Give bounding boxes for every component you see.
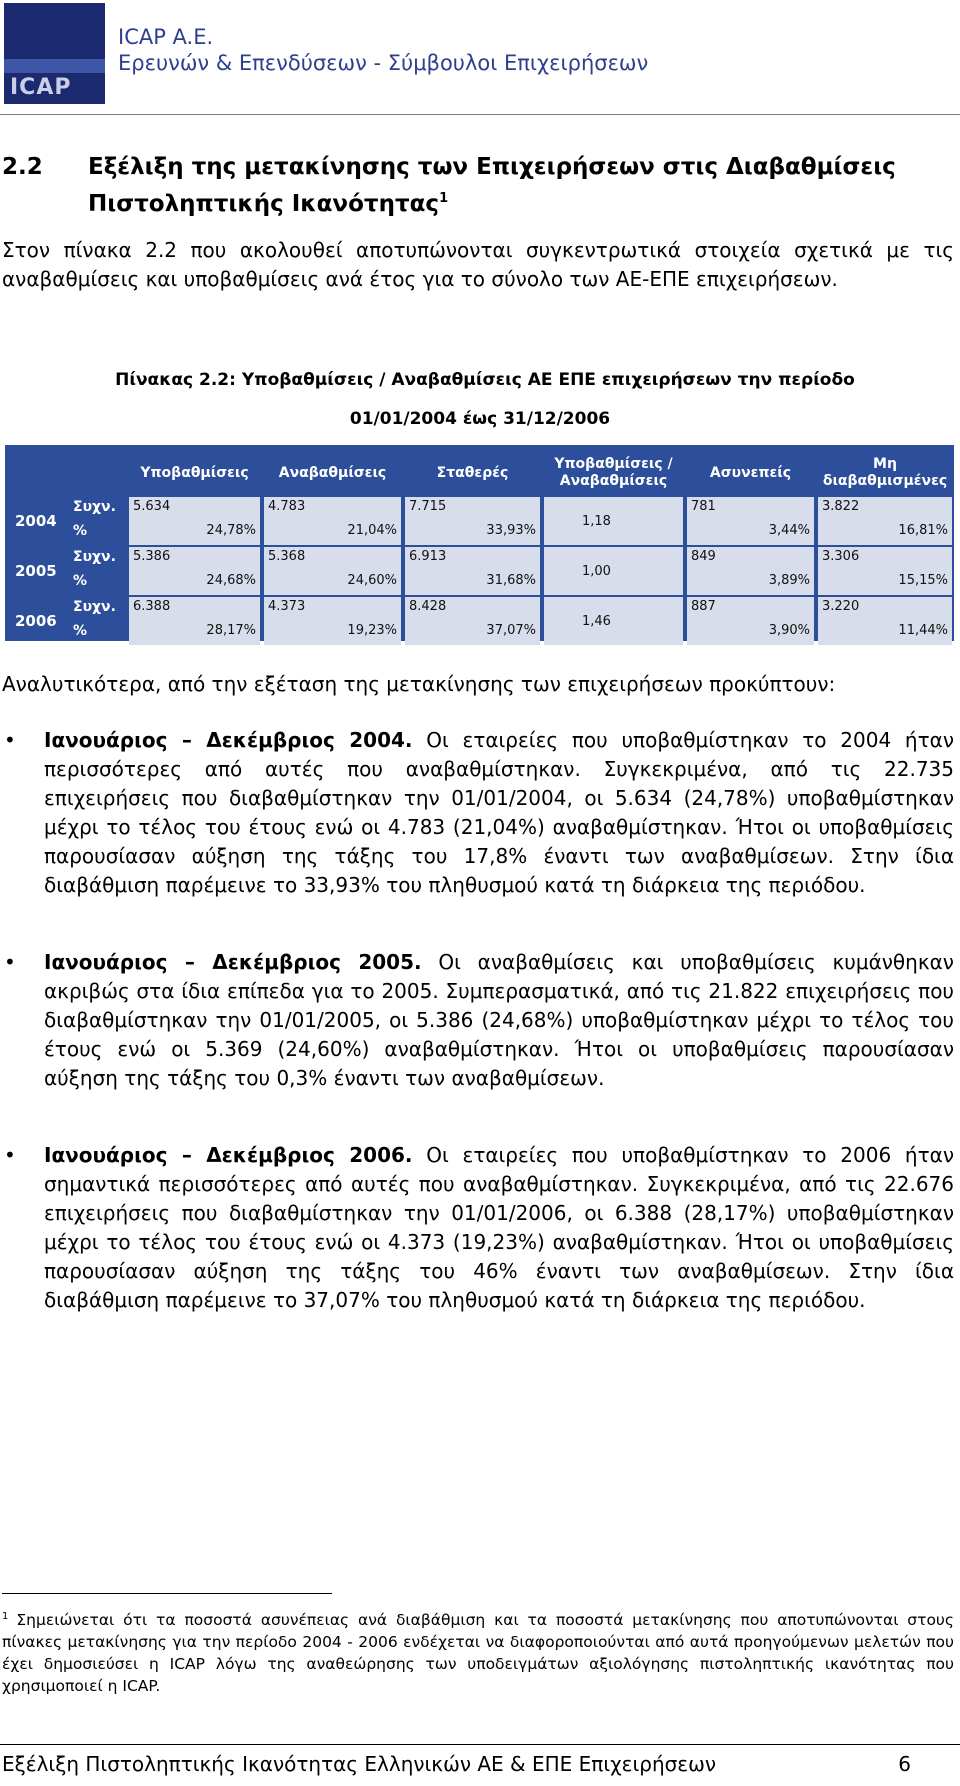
ratio-value: 1,46 (582, 614, 611, 629)
section-heading (2, 152, 896, 220)
table-cell (264, 497, 401, 545)
count-value: 3.822 (822, 499, 860, 514)
footnote (2, 1606, 954, 1697)
table-cell (687, 497, 814, 545)
footer-title: Εξέλιξη Πιστοληπτικής Ικανότητας Ελληνικών ΑΕ & ΕΠΕ Επιχειρήσεων (2, 1752, 717, 1776)
table-cell (264, 547, 401, 595)
migration-table (5, 445, 954, 641)
pct-value: 37,07% (486, 623, 536, 638)
pct-value: 3,44% (768, 523, 810, 538)
pct-value: 28,17% (206, 623, 256, 638)
row-label-freq: Συχν. (73, 549, 116, 565)
page-header (0, 0, 960, 108)
count-value: 5.368 (268, 549, 306, 564)
company-name: ICAP A.E. (118, 25, 214, 49)
row-year: 2005 (15, 562, 57, 580)
intro-paragraph: Στον πίνακα 2.2 που ακολουθεί αποτυπώνονται συγκεντρωτικά στοιχεία σχετικά με τις αναβαθμίσεις και υποβαθμίσεις ανά έτος για το σύνολο των ΑΕ-ΕΠΕ επιχειρήσεων. (2, 238, 954, 291)
column-header: Υποβαθμίσεις /Αναβαθμίσεις (554, 456, 673, 489)
pct-value: 33,93% (486, 523, 536, 538)
table-cell (129, 547, 260, 595)
bullet-text: Οι εταιρείες που υποβαθμίστηκαν το 2006 ήταν σημαντικά περισσότερες από αυτές που αναβαθμίστηκαν. Συγκεκριμένα, από τις 22.676 επιχειρήσεις που διαβαθμίστηκαν την 01/01/2006, οι 6.388 (28,17%) υποβαθμίστηκαν μέχρι το τέλος του έτους ενώ οι 4.373 (19,23%) αναβαθμίστηκαν. Ήτοι οι υποβαθμίσεις παρουσίασαν αύξηση της τάξης του 46% έναντι των αναβαθμίσεων. Στην ίδια διαβάθμιση παρέμεινε το 37,07% του πληθυσμού κατά τη διάρκεια της περιόδου. (44, 1143, 955, 1312)
footer-divider (0, 1744, 960, 1745)
icap-logo (4, 3, 105, 104)
bullet-2006 (0, 1141, 954, 1315)
count-value: 849 (691, 549, 716, 564)
count-value: 781 (691, 499, 716, 514)
bullet-text: Οι εταιρείες που υποβαθμίστηκαν το 2004 ήταν περισσότερες από αυτές που αναβαθμίστηκαν. Συγκεκριμένα, από τις 22.735 επιχειρήσεις που διαβαθμίστηκαν την 01/01/2004, οι 5.634 (24,78%) υποβαθμίστηκαν μέχρι το τέλος του έτους ενώ οι 4.783 (21,04%) αναβαθμίστηκαν. Ήτοι οι υποβαθμίσεις παρουσίασαν αύξηση της τάξης του 17,8% έναντι των αναβαθμίσεων. Στην ίδια διαβάθμιση παρέμεινε το 33,93% του πληθυσμού κατά τη διάρκεια της περιόδου. (44, 728, 955, 897)
bullet-marker: • (4, 950, 16, 974)
company-subtitle: Ερευνών & Επενδύσεων - Σύμβουλοι Επιχειρήσεων (118, 51, 649, 75)
page-number: 6 (898, 1752, 911, 1776)
footnote-divider (2, 1593, 332, 1594)
section-title-line2: Πιστοληπτικής Ικανότητας (88, 191, 440, 217)
company-block (118, 24, 648, 76)
ratio-value: 1,18 (582, 514, 611, 529)
row-label-pct: % (73, 573, 88, 589)
count-value: 8.428 (409, 599, 447, 614)
column-header: Μη διαβαθμισμένες (822, 456, 948, 489)
footnote-ref: 1 (439, 191, 449, 206)
table-cell (687, 547, 814, 595)
pct-value: 15,15% (898, 573, 948, 588)
bullet-2004 (0, 726, 954, 900)
footnote-text: Σημειώνεται ότι τα ποσοστά ασυνέπειας ανά διαβάθμιση και τα ποσοστά μετακίνησης που αποτυπώνονται στους πίνακες μετακίνησης για την περίοδο 2004 - 2006 ενδέχεται να διαφοροποιούνται από αυτά προηγούμενων μελετών που έχει δημοσιεύσει η ICAP λόγω της αναθεώρησης των υποδειγμάτων αξιολόγησης πιστοληπτικής ικανότητας που χρησιμοποιεί η ICAP. (2, 1611, 954, 1695)
pct-value: 16,81% (898, 523, 948, 538)
row-label-freq: Συχν. (73, 499, 116, 515)
pct-value: 3,90% (768, 623, 810, 638)
bullet-2005 (0, 948, 954, 1093)
table-cell (544, 547, 683, 595)
section-title-line1: Εξέλιξη της μετακίνησης των Επιχειρήσεων στις Διαβαθμίσεις (88, 154, 896, 180)
table-cell (129, 597, 260, 645)
column-header: Υποβαθμίσεις (140, 464, 249, 481)
table-cell (818, 497, 952, 545)
table-cell (544, 497, 683, 545)
table-cell (264, 597, 401, 645)
bullet-heading: Ιανουάριος – Δεκέμβριος 2004. (44, 728, 413, 752)
bullet-heading: Ιανουάριος – Δεκέμβριος 2005. (44, 950, 422, 974)
row-label-freq: Συχν. (73, 599, 116, 615)
table-cell (818, 547, 952, 595)
pct-value: 31,68% (486, 573, 536, 588)
row-label-pct: % (73, 523, 88, 539)
count-value: 5.386 (133, 549, 171, 564)
header-divider (0, 114, 960, 115)
bullet-text: Οι αναβαθμίσεις και υποβαθμίσεις κυμάνθηκαν ακριβώς στα ίδια επίπεδα για το 2005. Συμπερασματικά, από τις 21.822 επιχειρήσεις που διαβαθμίστηκαν την 01/01/2005, οι 5.386 (24,68%) υποβαθμίστηκαν μέχρι το τέλος του έτους ενώ οι 5.369 (24,60%) αναβαθμίστηκαν. Ήτοι οι υποβαθμίσεις παρουσίασαν αύξηση της τάξης του 0,3% έναντι των αναβαθμίσεων. (44, 950, 954, 1090)
pct-value: 21,04% (347, 523, 397, 538)
count-value: 5.634 (133, 499, 171, 514)
count-value: 6.388 (133, 599, 171, 614)
table-cell (405, 597, 540, 645)
pct-value: 24,78% (206, 523, 256, 538)
table-cell (544, 597, 683, 645)
table-caption-line2: 01/01/2004 έως 31/12/2006 (349, 409, 611, 429)
pct-value: 24,68% (206, 573, 256, 588)
row-label-pct: % (73, 623, 88, 639)
count-value: 4.373 (268, 599, 306, 614)
pct-value: 19,23% (347, 623, 397, 638)
logo-band (4, 59, 105, 73)
table-cell (405, 497, 540, 545)
column-header: Σταθερές (436, 464, 509, 481)
table-caption-line1: Πίνακας 2.2: Υποβαθμίσεις / Αναβαθμίσεις ΑΕ ΕΠΕ επιχειρήσεων την περίοδο (115, 370, 855, 390)
row-year: 2004 (15, 512, 57, 530)
count-value: 6.913 (409, 549, 447, 564)
table-cell (405, 547, 540, 595)
pct-value: 3,89% (768, 573, 810, 588)
count-value: 4.783 (268, 499, 306, 514)
logo-wordmark: ICAP (10, 75, 72, 100)
table-cell (818, 597, 952, 645)
row-year: 2006 (15, 612, 57, 630)
ratio-value: 1,00 (582, 564, 611, 579)
count-value: 3.306 (822, 549, 860, 564)
table-cell (129, 497, 260, 545)
analysis-intro: Αναλυτικότερα, από την εξέταση της μετακίνησης των επιχειρήσεων προκύπτουν: (2, 672, 836, 696)
pct-value: 24,60% (347, 573, 397, 588)
pct-value: 11,44% (898, 623, 948, 638)
section-number: 2.2 (2, 154, 43, 180)
footnote-marker: 1 (2, 1611, 9, 1622)
table-cell (687, 597, 814, 645)
count-value: 887 (691, 599, 716, 614)
column-header: Ασυνεπείς (709, 464, 792, 481)
bullet-marker: • (4, 728, 16, 752)
count-value: 7.715 (409, 499, 447, 514)
bullet-heading: Ιανουάριος – Δεκέμβριος 2006. (44, 1143, 413, 1167)
count-value: 3.220 (822, 599, 860, 614)
column-header: Αναβαθμίσεις (278, 464, 387, 481)
bullet-marker: • (4, 1143, 16, 1167)
